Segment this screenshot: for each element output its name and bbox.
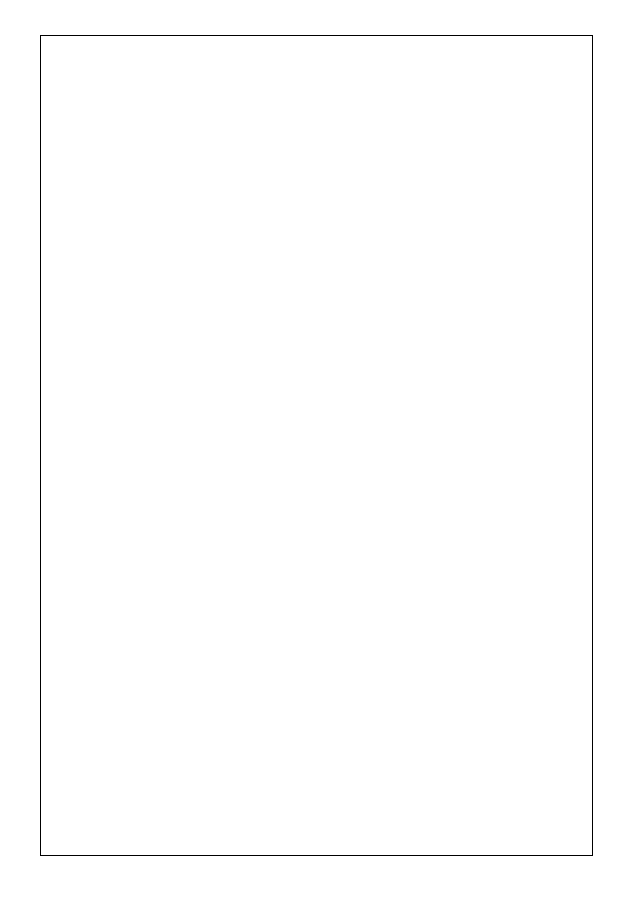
- form-title: [38, 13, 64, 27]
- application-form: [40, 35, 593, 856]
